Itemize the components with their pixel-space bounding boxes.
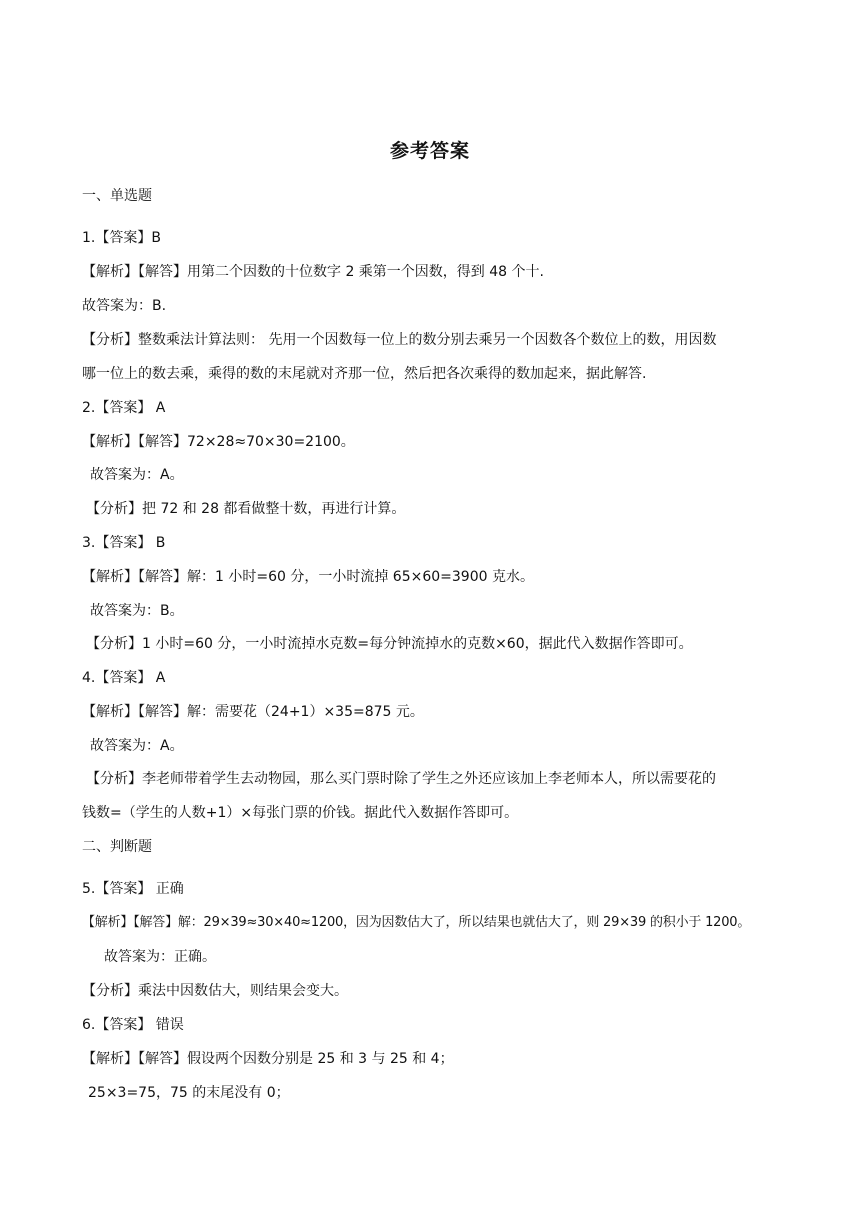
q2-analysis: 【分析】把 72 和 28 都看做整十数，再进行计算。 xyxy=(86,501,406,517)
page-title: 参考答案 xyxy=(389,140,470,162)
q2-answer: 2.【答案】 A xyxy=(82,400,166,416)
q1-answer: 1.【答案】B xyxy=(82,230,161,246)
q6-explanation: 【解析】【解答】假设两个因数分别是 25 和 3 与 25 和 4； xyxy=(82,1051,454,1067)
q3-answer: 3.【答案】 B xyxy=(82,535,166,551)
q3-conclusion: 故答案为：B。 xyxy=(90,603,184,619)
q3-analysis: 【分析】1 小时=60 分，一小时流掉水克数=每分钟流掉水的克数×60，据此代入数据作答即可。 xyxy=(86,636,693,652)
section-heading-judgement: 二、判断题 xyxy=(82,839,152,855)
q1-analysis-line-1: 【分析】整数乘法计算法则： 先用一个因数每一位上的数分别去乘另一个因数各个数位上的数，用因数 xyxy=(82,332,717,348)
q6-answer: 6.【答案】 错误 xyxy=(82,1017,184,1033)
q4-explanation: 【解析】【解答】解：需要花（24+1）×35=875 元。 xyxy=(82,704,424,720)
q4-analysis-line-1: 【分析】李老师带着学生去动物园，那么买门票时除了学生之外还应该加上李老师本人，所以需要花的 xyxy=(86,771,716,787)
q5-answer: 5.【答案】 正确 xyxy=(82,881,184,897)
q1-analysis-line-2: 哪一位上的数去乘，乘得的数的末尾就对齐那一位，然后把各次乘得的数加起来，据此解答. xyxy=(82,366,647,382)
q2-conclusion: 故答案为：A。 xyxy=(90,467,184,483)
section-heading-single-choice: 一、单选题 xyxy=(82,188,152,204)
q4-conclusion: 故答案为：A。 xyxy=(90,738,184,754)
q4-answer: 4.【答案】 A xyxy=(82,670,166,686)
q1-conclusion: 故答案为：B. xyxy=(82,298,167,314)
q5-analysis: 【分析】乘法中因数估大，则结果会变大。 xyxy=(82,983,348,999)
q1-explanation: 【解析】【解答】用第二个因数的十位数字 2 乘第一个因数，得到 48 个十. xyxy=(82,264,544,280)
q6-step: 25×3=75，75 的末尾没有 0； xyxy=(88,1085,290,1101)
q5-explanation: 【解析】【解答】解：29×39≈30×40≈1200，因为因数估大了，所以结果也就估大了，则 29×39 的积小于 1200。 xyxy=(82,915,751,930)
q2-explanation: 【解析】【解答】72×28≈70×30=2100。 xyxy=(82,434,355,450)
q4-analysis-line-2: 钱数=（学生的人数+1）×每张门票的价钱。据此代入数据作答即可。 xyxy=(82,805,519,821)
q5-conclusion: 故答案为：正确。 xyxy=(104,949,216,965)
q3-explanation: 【解析】【解答】解：1 小时=60 分，一小时流掉 65×60=3900 克水。 xyxy=(82,569,534,585)
